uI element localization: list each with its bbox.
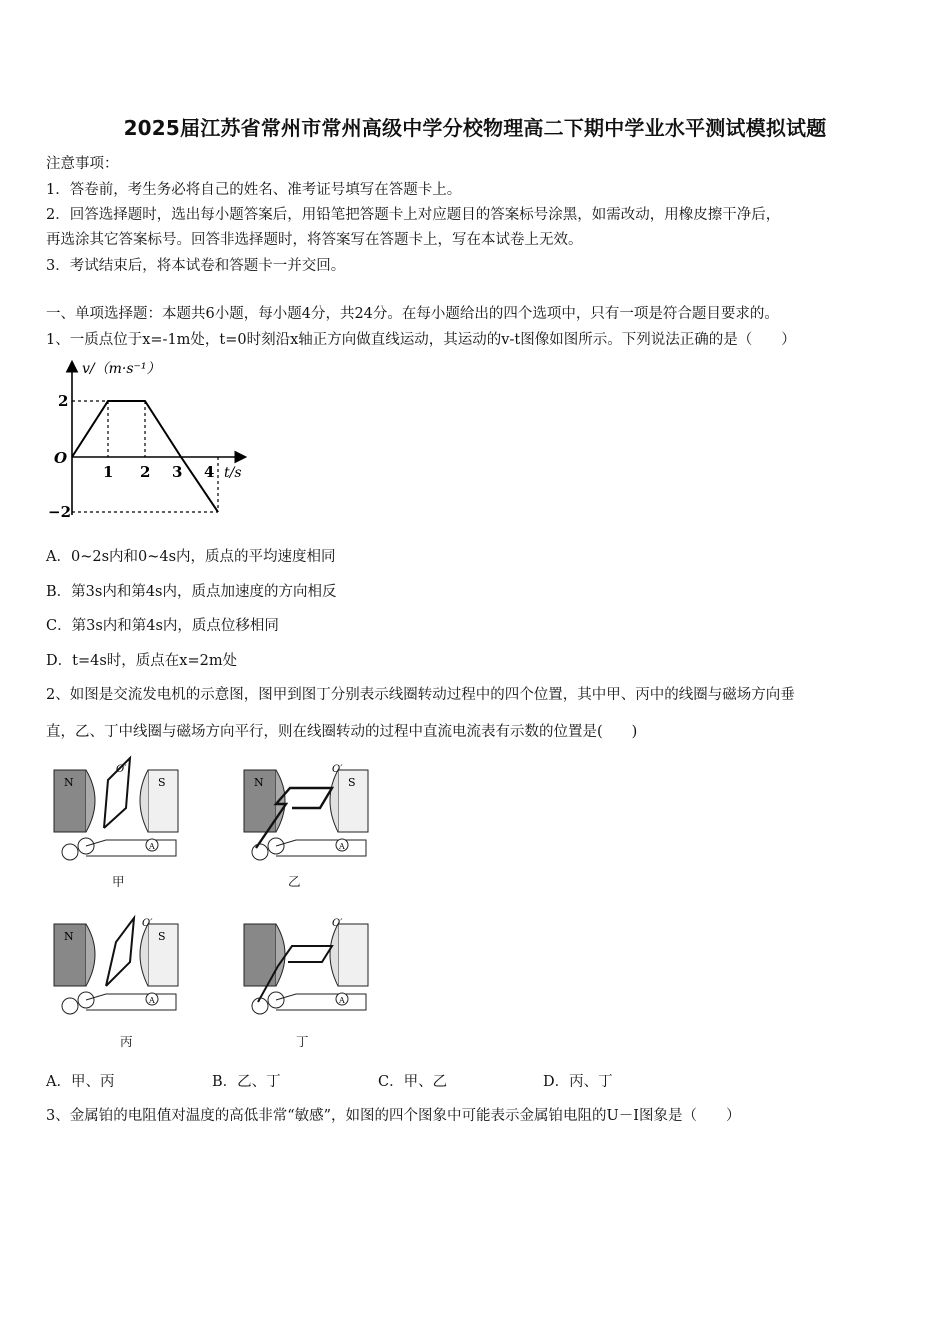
q1-option-c: C．第3s内和第4s内，质点位移相同 <box>46 618 279 634</box>
svg-text:A: A <box>149 996 155 1005</box>
q1-stem: 1、一质点位于x=-1m处，t=0时刻沿x轴正方向做直线运动，其运动的v-t图像如图所示。下列说法正确的是（ ） <box>46 332 796 348</box>
xtick-1: 1 <box>103 463 114 481</box>
svg-text:A: A <box>339 842 345 851</box>
svg-text:A: A <box>339 996 345 1005</box>
q2-option-b: B．乙、丁 <box>212 1074 281 1090</box>
svg-text:O′: O′ <box>332 764 343 775</box>
svg-text:S: S <box>158 776 166 789</box>
q1-option-b: B．第3s内和第4s内，质点加速度的方向相反 <box>46 584 337 600</box>
fig-label-bing: 丙 <box>120 1034 133 1049</box>
svg-text:O′: O′ <box>116 764 127 775</box>
generator-figure-bing <box>46 906 196 1046</box>
q2-option-d: D．丙、丁 <box>543 1074 613 1090</box>
svg-text:N: N <box>254 776 264 789</box>
svg-text:A: A <box>149 842 155 851</box>
generator-figure-yi <box>236 752 386 892</box>
svg-text:N: N <box>64 930 74 943</box>
svg-text:N: N <box>64 776 74 789</box>
notice-item-2: 2．回答选择题时，选出每小题答案后，用铅笔把答题卡上对应题目的答案标号涂黑，如需改动，用橡皮擦干净后， <box>46 207 781 223</box>
section-heading: 一、单项选择题：本题共6小题，每小题4分，共24分。在每小题给出的四个选项中，只有一项是符合题目要求的。 <box>46 306 779 322</box>
q1-option-d: D．t=4s时，质点在x=2m处 <box>46 653 238 669</box>
xtick-2: 2 <box>140 463 151 481</box>
q2-stem-line2: 直，乙、丁中线圈与磁场方向平行，则在线圈转动的过程中直流电流表有示数的位置是( ) <box>46 724 638 740</box>
xtick-3: 3 <box>172 463 183 481</box>
y-axis-label: v/（m·s⁻¹） <box>82 361 161 377</box>
q2-stem-line1: 2、如图是交流发电机的示意图，图甲到图丁分别表示线圈转动过程中的四个位置，其中甲、丙中的线圈与磁场方向垂 <box>46 687 795 703</box>
ytick-neg2: −2 <box>48 503 72 521</box>
q3-stem: 3、金属铂的电阻值对温度的高低非常“敏感”，如图的四个图象中可能表示金属铂电阻的U－I图象是（ ） <box>46 1108 741 1124</box>
svg-text:O′: O′ <box>142 918 153 929</box>
q1-vt-graph <box>46 355 256 525</box>
svg-text:O′: O′ <box>332 918 343 929</box>
fig-label-yi: 乙 <box>288 874 301 889</box>
notice-heading: 注意事项： <box>46 156 119 172</box>
fig-label-jia: 甲 <box>112 874 125 889</box>
fig-label-ding: 丁 <box>296 1034 309 1049</box>
generator-figure-jia <box>46 752 196 892</box>
q2-option-c: C．甲、乙 <box>378 1074 448 1090</box>
x-axis-label: t/s <box>224 465 242 481</box>
origin-label: O <box>54 449 68 467</box>
generator-figure-ding <box>236 906 386 1046</box>
xtick-4: 4 <box>204 463 215 481</box>
svg-text:S: S <box>158 930 166 943</box>
q1-option-a: A．0~2s内和0~4s内，质点的平均速度相同 <box>46 549 336 565</box>
ytick-2: 2 <box>58 392 69 410</box>
notice-item-2-cont: 再选涂其它答案标号。回答非选择题时，将答案写在答题卡上，写在本试卷上无效。 <box>46 232 583 248</box>
q2-option-a: A．甲、丙 <box>46 1074 115 1090</box>
notice-item-3: 3．考试结束后，将本试卷和答题卡一并交回。 <box>46 258 346 274</box>
notice-item-1: 1．答卷前，考生务必将自己的姓名、准考证号填写在答题卡上。 <box>46 182 462 198</box>
svg-text:S: S <box>348 776 356 789</box>
page-title: 2025届江苏省常州市常州高级中学分校物理高二下期中学业水平测试模拟试题 <box>123 116 827 140</box>
